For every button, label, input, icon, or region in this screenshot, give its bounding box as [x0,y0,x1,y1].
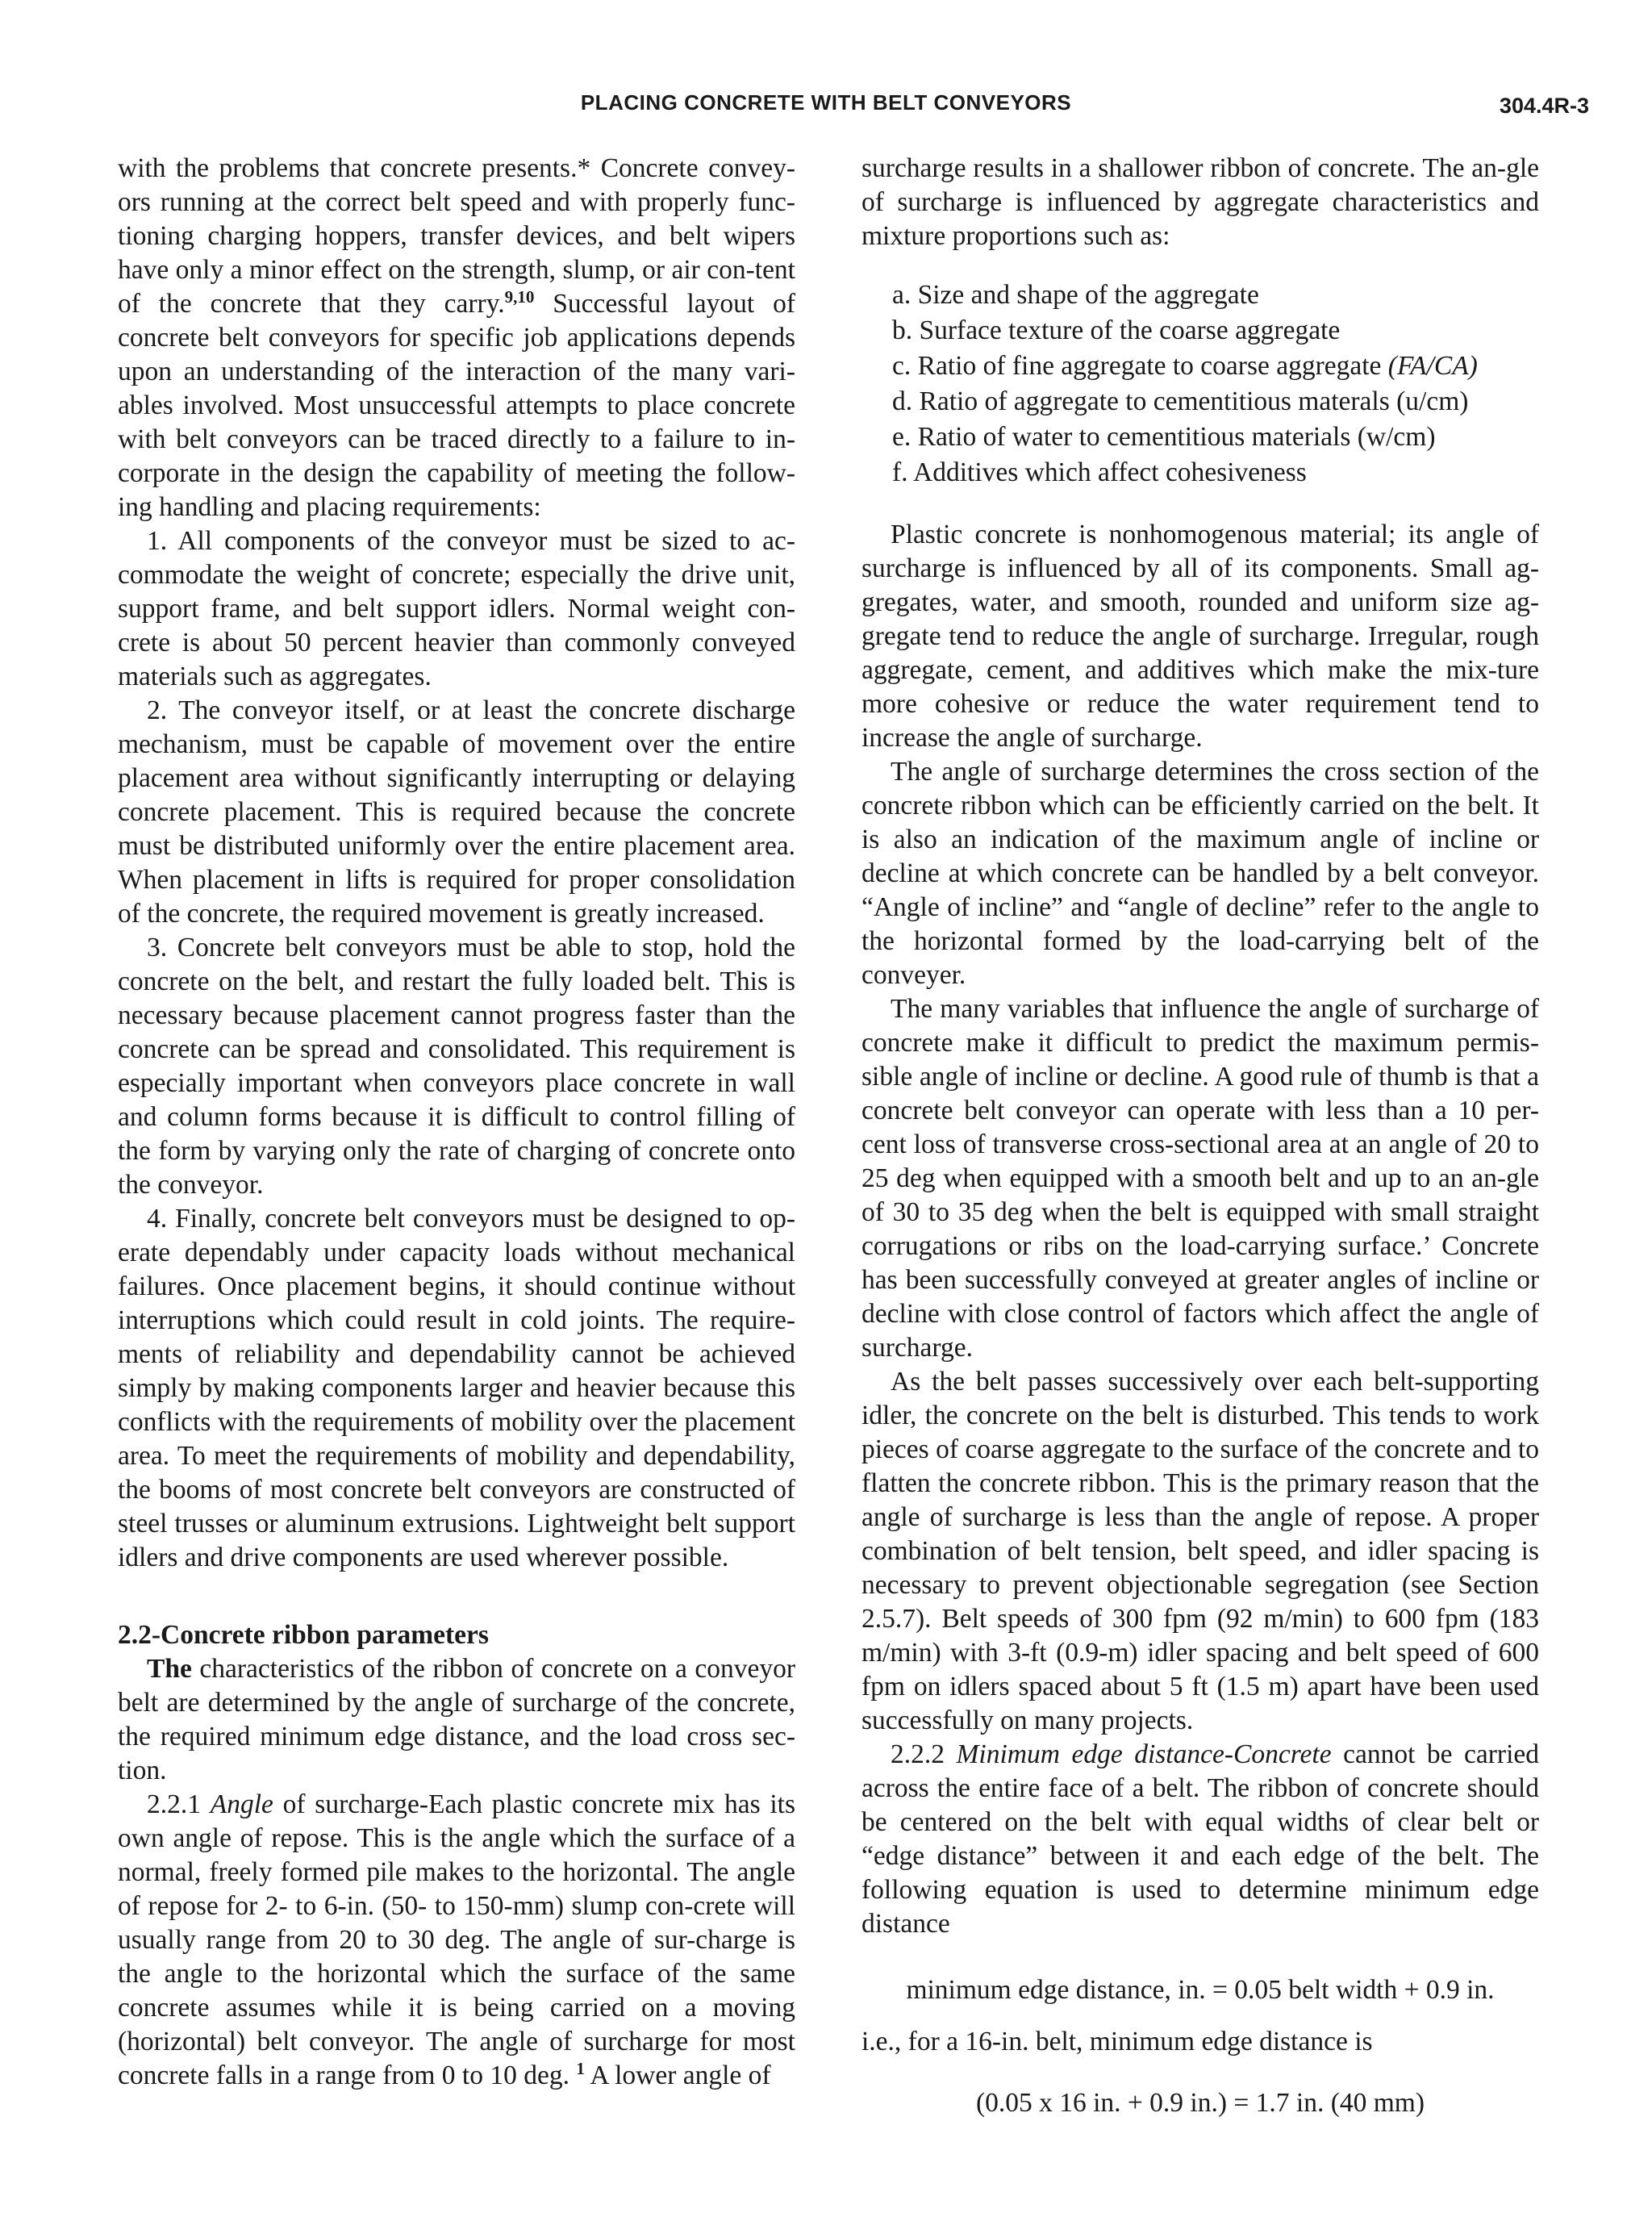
citation-superscript: 1 [576,2058,585,2078]
equation: minimum edge distance, in. = 0.05 belt width + 0.9 in. [906,1975,1495,2005]
subsection-text: cannot be carried across the entire face of a belt. The ribbon of concrete should be centered on the belt with equal widths of clear belt or “edge distance” between it and each edge of the belt. The following equation is used to determine minimum edge distance [861,1739,1540,1939]
section-lead-bold: The [147,1654,192,1684]
list-item-text: c. Ratio of fine aggregate to coarse aggregate [892,351,1388,381]
subsection-title: Minimum edge distance-Concrete [956,1739,1332,1769]
list-item: b. Surface texture of the coarse aggregate [892,315,1341,345]
section-lead-text: characteristics of the ribbon of concrete on a conveyor belt are determined by the angle of surcharge of the concrete, the required minimum edge distance, and the load cross sec-tion. [118,1654,795,1785]
right-column [861,152,1539,2120]
factor-list [892,278,1539,491]
list-item [892,349,1539,384]
subsection-text-a: of surcharge-Each plastic concrete mix has its own angle of repose. This is the angle which the surface of a normal, freely formed pile makes to the horizontal. The angle of repose for 2- to 6-in. (50- to 150-mm) slump con-crete will usually range from 20 to 30 deg. The angle of sur-charge is the angle to the horizontal which the surface of the same concrete assumes while it is being carried on a moving (horizontal) belt conveyor. The angle of surcharge for most concrete falls in a range from 0 to 10 deg. [118,1789,796,2090]
list-item: a. Size and shape of the aggregate [892,280,1259,310]
intro-paragraph [118,152,795,524]
list-item: f. Additives which affect cohesiveness [892,457,1307,487]
subsection-number: 2.2.2 [891,1739,957,1769]
intro-text-a: with the problems that concrete presents.* Concrete convey-ors running at the correct belt speed and with properly func-tioning charging hoppers, transfer devices, and belt wipers have only a minor effect on the strength, slump, or air con-tent of the concrete that they carry. [118,153,795,319]
running-title: PLACING CONCRETE WITH BELT CONVEYORS [580,90,1072,115]
continuation-paragraph: surcharge results in a shallower ribbon of concrete. The an-gle of surcharge is influenced by aggregate characteristics and mixture proportions such as: [861,153,1539,251]
requirement-2: 2. The conveyor itself, or at least the concrete discharge mechanism, must be capable of movement over the entire placement area without significantly interrupting or delaying concrete placement. This is required because the concrete must be distributed uniformly over the entire placement area. When placement in lifts is required for proper consolidation of the concrete, the required movement is greatly increased. [118,695,795,929]
paragraph-idler-spacing: As the belt passes successively over each belt-supporting idler, the concrete on the belt is disturbed. This tends to work pieces of coarse aggregate to the surface of the concrete and to flatten the concrete ribbon. This is the primary reason that the angle of surcharge is less than the angle of repose. A proper combination of belt tension, belt speed, and idler spacing is necessary to prevent objectionable segregation (see Section 2.5.7). Belt speeds of 300 fpm (92 m/min) to 600 fpm (183 m/min) with 3-ft (0.9-m) idler spacing and belt speed of 600 fpm on idlers spaced about 5 ft (1.5 m) apart have been used successfully on many projects. [861,1367,1539,1735]
subsection-number: 2.2.1 [147,1789,211,1819]
subsection-2-2-1 [118,1788,795,2093]
subsection-2-2-2 [861,1738,1539,1941]
paragraph-cross-section: The angle of surcharge determines the cross section of the concrete ribbon which can be efficiently carried on the belt. It is also an indication of the maximum angle of incline or decline at which concrete can be handled by a belt conveyor. “Angle of incline” and “angle of decline” refer to the angle to the horizontal formed by the load-carrying belt of the conveyer. [861,757,1539,990]
requirement-4: 4. Finally, concrete belt conveyors must be designed to op-erate dependably under capacity loads without mechanical failures. Once placement begins, it should continue without interruptions which could result in cold joints. The require-ments of reliability and dependability cannot be achieved simply by making components larger and heavier because this conflicts with the requirements of mobility over the placement area. To meet the requirements of mobility and dependability, the booms of most concrete belt conveyors are constructed of steel trusses or aluminum extrusions. Lightweight belt support idlers and drive components are used wherever possible. [118,1204,795,1572]
intro-text-b: Successful layout of concrete belt conveyors for specific job applications depends upon an understanding of the interaction of the many vari-ables involved. Most unsuccessful attempts to place concrete with belt conveyors can be traced directly to a failure to in-corporate in the design the capability of meeting the follow-ing handling and placing requirements: [118,289,795,522]
example-equation: (0.05 x 16 in. + 0.9 in.) = 1.7 in. (40 mm) [975,2088,1425,2118]
citation-superscript: 9,10 [504,286,535,307]
list-item: d. Ratio of aggregate to cementitious materals (u/cm) [892,386,1469,416]
section-heading: 2.2-Concrete ribbon parameters [118,1620,489,1650]
list-item: e. Ratio of water to cementitious materials (w/cm) [892,422,1436,452]
list-item-italic: (FA/CA) [1387,351,1478,381]
subsection-title: Angle [210,1789,273,1819]
paragraph-rule-of-thumb: The many variables that influence the angle of surcharge of concrete make it difficult to predict the maximum permis-sible angle of incline or decline. A good rule of thumb is that a concrete belt conveyor can operate with less than a 10 per-cent loss of transverse cross-sectional area at an angle of 20 to 25 deg when equipped with a smooth belt and up to an an-gle of 30 to 35 deg when the belt is equipped with small straight corrugations or ribs on the load-carrying surface.’ Concrete has been successfully conveyed at greater angles of incline or decline with close control of factors which affect the angle of surcharge. [861,994,1539,1363]
requirement-1: 1. All components of the conveyor must be sized to ac-commodate the weight of concrete; especially the drive unit, support frame, and belt support idlers. Normal weight con-crete is about 50 percent heavier than commonly conveyed materials such as aggregates. [118,526,795,691]
requirement-3: 3. Concrete belt conveyors must be able to stop, hold the concrete on the belt, and restart the fully loaded belt. This is necessary because placement cannot progress faster than the concrete can be spread and consolidated. This requirement is especially important when conveyors place concrete in wall and column forms because it is difficult to control filling of the form by varying only the rate of charging of concrete onto the conveyor. [118,933,795,1200]
page-number: 304.4R-3 [1499,94,1589,118]
section-lead-paragraph [118,1652,795,1788]
paragraph-nonhomogenous: Plastic concrete is nonhomogenous material; its angle of surcharge is influenced by all of its components. Small ag-gregates, water, and smooth, rounded and uniform size ag-gregate tend to reduce the angle of surcharge. Irregular, rough aggregate, cement, and additives which make the mix-ture more cohesive or reduce the water requirement tend to increase the angle of surcharge. [861,520,1539,753]
example-intro: i.e., for a 16-in. belt, minimum edge distance is [861,2027,1373,2056]
left-column [118,152,795,2093]
subsection-text-b: A lower angle of [584,2060,771,2090]
